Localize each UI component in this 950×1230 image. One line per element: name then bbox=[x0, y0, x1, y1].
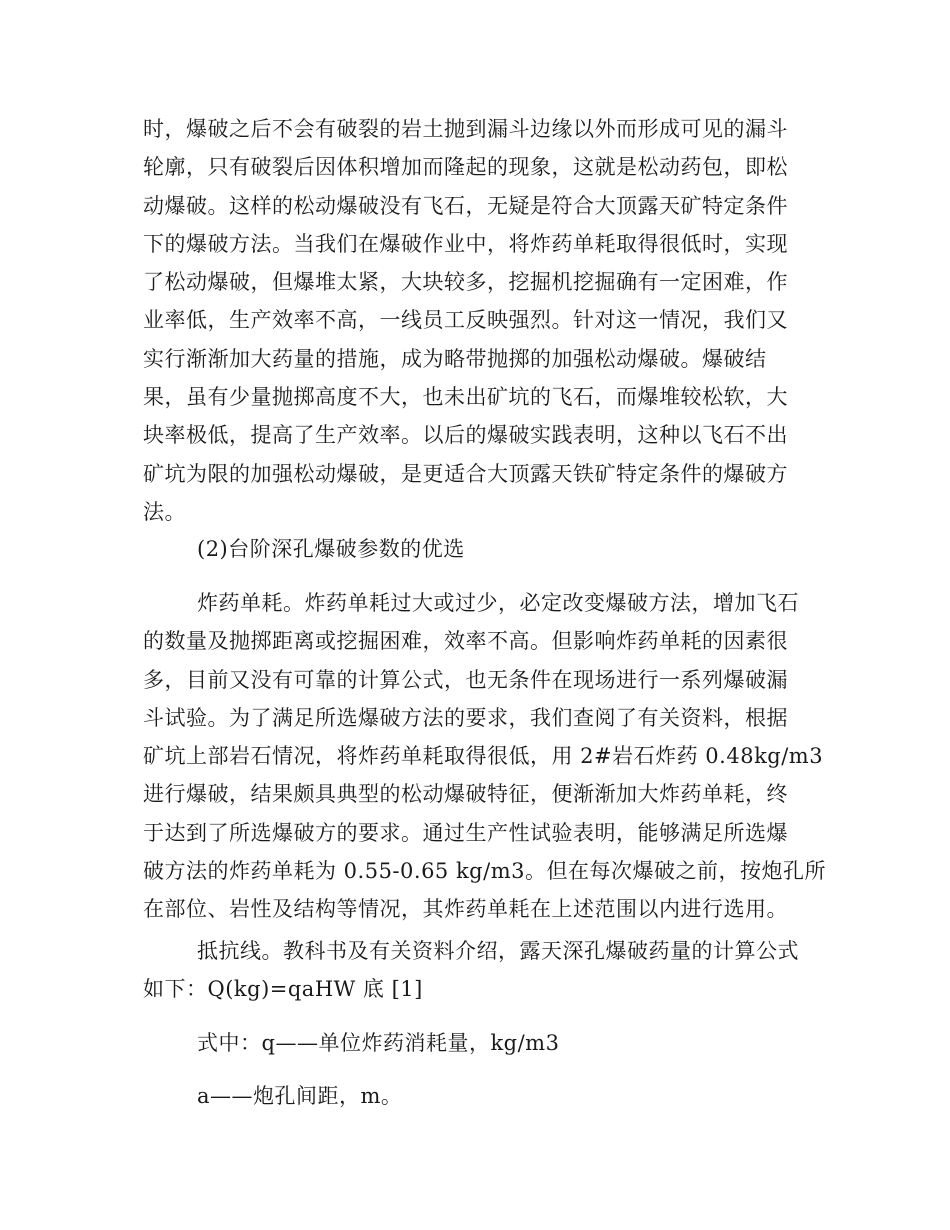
text-line: 果，虽有少量抛掷高度不大，也未出矿坑的飞石，而爆堆较松软，大 bbox=[143, 385, 788, 410]
text-line: 了松动爆破，但爆堆太紧，大块较多，挖掘机挖掘确有一定困难，作 bbox=[143, 270, 788, 295]
text-line: 式中：q——单位炸药消耗量，kg/m3 bbox=[197, 1031, 560, 1055]
text-line: 矿坑上部岩石情况，将炸药单耗取得很低，用 2#岩石炸药 0.48kg/m3 bbox=[143, 744, 824, 769]
paragraph-blasting-method bbox=[143, 110, 810, 531]
text-line: 时，爆破之后不会有破裂的岩土抛到漏斗边缘以外而形成可见的漏斗 bbox=[143, 117, 788, 141]
text-line: 矿坑为限的加强松动爆破，是更适合大顶露天铁矿特定条件的爆破方 bbox=[143, 461, 788, 486]
text-line: 在部位、岩性及结构等情况，其炸药单耗在上述范围以内进行选用。 bbox=[143, 897, 788, 922]
paragraph-explosive-consumption bbox=[143, 584, 826, 929]
text-line: 的数量及抛掷距离或挖掘困难，效率不高。但影响炸药单耗的因素很 bbox=[143, 629, 788, 654]
paragraph-burden-line bbox=[143, 932, 810, 1009]
text-line: 多，目前又没有可靠的计算公式，也无条件在现场进行一系列爆破漏 bbox=[143, 667, 788, 692]
formula-definition-a bbox=[197, 1077, 864, 1115]
text-line: 业率低，生产效率不高，一线员工反映强烈。针对这一情况，我们又 bbox=[143, 308, 788, 333]
formula-definition-q bbox=[197, 1024, 864, 1062]
text-line: 块率极低，提高了生产效率。以后的爆破实践表明，这种以飞石不出 bbox=[143, 423, 788, 448]
text-line: 炸药单耗。炸药单耗过大或过少，必定改变爆破方法，增加飞石 bbox=[197, 591, 799, 615]
text-line: 进行爆破，结果颇具典型的松动爆破特征，便渐渐加大炸药单耗，终 bbox=[143, 782, 788, 807]
text-line: 抵抗线。教科书及有关资料介绍，露天深孔爆破药量的计算公式 bbox=[197, 939, 799, 963]
text-line: 破方法的炸药单耗为 0.55-0.65 kg/m3。但在每次爆破之前，按炮孔所 bbox=[143, 859, 826, 884]
text-line: 斗试验。为了满足所选爆破方法的要求，我们查阅了有关资料，根据 bbox=[143, 705, 788, 730]
heading-text: (2)台阶深孔爆破参数的优选 bbox=[197, 537, 465, 561]
section-heading bbox=[197, 530, 864, 568]
text-line: 动爆破。这样的松动爆破没有飞石，无疑是符合大顶露天矿特定条件 bbox=[143, 193, 788, 218]
text-line: 下的爆破方法。当我们在爆破作业中，将炸药单耗取得很低时，实现 bbox=[143, 231, 788, 256]
text-line: a——炮孔间距，m。 bbox=[197, 1084, 403, 1108]
text-line: 如下：Q(kg)=qaHW 底 [1] bbox=[143, 977, 423, 1002]
text-line: 实行渐渐加大药量的措施，成为略带抛掷的加强松动爆破。爆破结 bbox=[143, 346, 767, 371]
text-line: 法。 bbox=[143, 499, 186, 524]
text-line: 于达到了所选爆破方的要求。通过生产性试验表明，能够满足所选爆 bbox=[143, 820, 788, 845]
text-line: 轮廓，只有破裂后因体积增加而隆起的现象，这就是松动药包，即松 bbox=[143, 155, 788, 180]
